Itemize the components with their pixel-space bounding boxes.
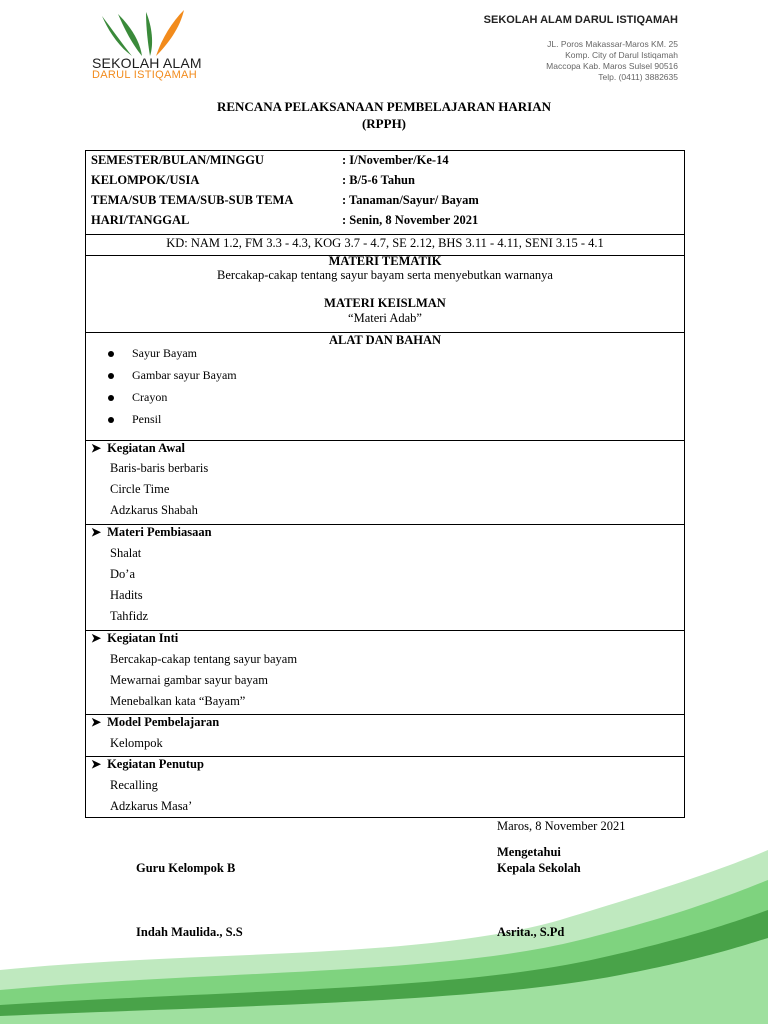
place-date: Maros, 8 November 2021 <box>497 819 626 833</box>
section-heading: ➤ Kegiatan Penutup <box>91 757 204 771</box>
mengetahui-label: Mengetahui <box>497 845 561 859</box>
materi-tematik-title: MATERI TEMATIK <box>328 254 442 268</box>
info-label: HARI/TANGGAL <box>91 213 190 227</box>
arrow-icon: ➤ <box>91 715 102 729</box>
materi-keislaman-text: “Materi Adab” <box>348 311 422 325</box>
list-item: Adzkarus Shabah <box>110 503 198 517</box>
info-label: SEMESTER/BULAN/MINGGU <box>91 153 264 167</box>
bullet-icon <box>108 373 114 379</box>
list-item: Sayur Bayam <box>108 346 197 361</box>
logo-subtext: DARUL ISTIQAMAH <box>92 69 197 81</box>
section-heading: ➤ Kegiatan Awal <box>91 441 185 455</box>
arrow-icon: ➤ <box>91 757 102 771</box>
kepala-label: Kepala Sekolah <box>497 861 581 875</box>
materi-tematik-text: Bercakap-cakap tentang sayur bayam serta menyebutkan warnanya <box>217 268 553 282</box>
list-item: Crayon <box>108 390 167 405</box>
alat-bahan-title: ALAT DAN BAHAN <box>328 333 442 347</box>
list-item: Tahfidz <box>110 609 148 623</box>
list-item: Adzkarus Masa’ <box>110 799 193 813</box>
section-heading: ➤ Kegiatan Inti <box>91 631 179 645</box>
arrow-icon: ➤ <box>91 631 102 645</box>
document-subtitle: (RPPH) <box>361 116 407 131</box>
arrow-icon: ➤ <box>91 441 102 455</box>
school-name: SEKOLAH ALAM DARUL ISTIQAMAH <box>483 14 678 26</box>
list-item: Pensil <box>108 412 161 427</box>
list-item: Shalat <box>110 546 142 560</box>
phone-line: Telp. (0411) 3882635 <box>598 72 678 82</box>
info-value: : I/November/Ke-14 <box>342 153 449 167</box>
guru-label: Guru Kelompok B <box>136 861 236 875</box>
bullet-icon <box>108 351 114 357</box>
divider <box>86 234 684 235</box>
info-label: KELOMPOK/USIA <box>91 173 200 187</box>
section-heading: ➤ Materi Pembiasaan <box>91 525 212 539</box>
bullet-icon <box>108 395 114 401</box>
address-line: Komp. City of Darul Istiqamah <box>565 50 678 60</box>
guru-name: Indah Maulida., S.S <box>136 925 243 939</box>
arrow-icon: ➤ <box>91 525 102 539</box>
info-value: : Senin, 8 November 2021 <box>342 213 479 227</box>
rpph-table <box>85 150 685 818</box>
list-item: Hadits <box>110 588 143 602</box>
list-item: Recalling <box>110 778 158 792</box>
kd-line: KD: NAM 1.2, FM 3.3 - 4.3, KOG 3.7 - 4.7, SE 2.12, BHS 3.11 - 4.11, SENI 3.15 - 4.1 <box>166 236 604 250</box>
bullet-icon <box>108 417 114 423</box>
logo-text: SEKOLAH ALAM <box>92 55 202 71</box>
materi-keislaman-title: MATERI KEISLMAN <box>324 296 446 310</box>
info-label: TEMA/SUB TEMA/SUB-SUB TEMA <box>91 193 294 207</box>
list-item: Do’a <box>110 567 135 581</box>
address-line: Maccopa Kab. Maros Sulsel 90516 <box>546 61 678 71</box>
list-item: Mewarnai gambar sayur bayam <box>110 673 268 687</box>
list-item: Kelompok <box>110 736 163 750</box>
kepala-name: Asrita., S.Pd <box>497 925 565 939</box>
list-item: Bercakap-cakap tentang sayur bayam <box>110 652 298 666</box>
info-value: : B/5-6 Tahun <box>342 173 415 187</box>
list-item: Baris-baris berbaris <box>110 461 209 475</box>
info-value: : Tanaman/Sayur/ Bayam <box>342 193 479 207</box>
list-item: Menebalkan kata “Bayam” <box>110 694 246 708</box>
list-item: Gambar sayur Bayam <box>108 368 237 383</box>
decorative-wave <box>0 840 768 1024</box>
document-title: RENCANA PELAKSANAAN PEMBELAJARAN HARIAN <box>216 99 552 114</box>
address-line: JL. Poros Makassar-Maros KM. 25 <box>547 39 678 49</box>
list-item: Circle Time <box>110 482 170 496</box>
section-heading: ➤ Model Pembelajaran <box>91 715 220 729</box>
